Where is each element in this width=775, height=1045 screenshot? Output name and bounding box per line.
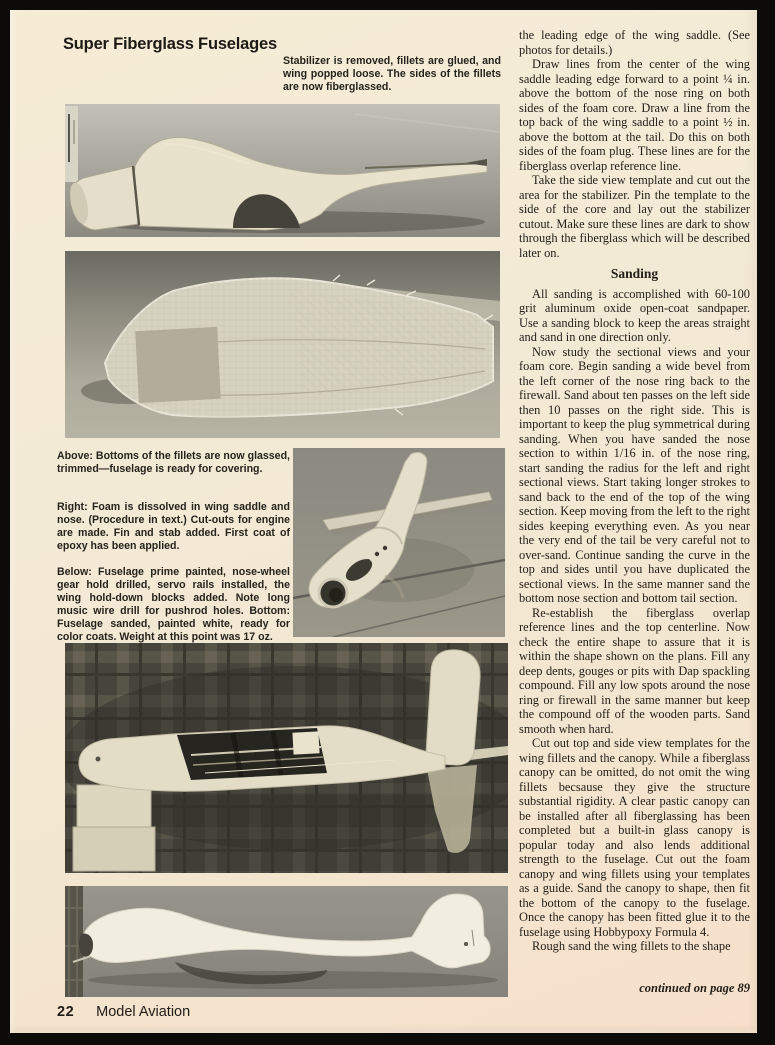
foam-block-upper [77, 785, 151, 829]
body-paragraph: Take the side view template and cut out the area for the stabilizer. Pin the template to the side of the core and lay out the stabilizer cutout. Make sure these lines are dark to show through the fiberglass which will be described later on. [519, 173, 750, 260]
body-paragraph: Rough sand the wing fillets to the shape [532, 939, 731, 953]
body-paragraph: Re-establish the fiberglass overlap reference lines and the top centerline. Now check the entire shape to assure that it is within the shape shown on the plans. Fill any deep dents, gouges or pits with Dap spackling compound. Fill any low spots around the nose ring or firewall in the same manner but keep the compound off of the wooden parts. Sand smooth when hard. [519, 605, 750, 736]
continued-on-page: continued on page 89 [639, 981, 750, 995]
plans-paper [65, 106, 78, 182]
body-paragraph: Draw lines from the center of the wing saddle leading edge forward to a point ¼ in. above the bottom of the nose ring on both sides of the foam core. Draw a line from the top back of the wing saddle to a point ½ in. above the bottom at the tail. Do this on both sides of the foam plug. These lines are for the fiberglass overlap reference line. [519, 57, 750, 173]
body-paragraph: Cut out top and side view templates for the wing fillets and the canopy. While a fiberglass canopy can be omitted, do not omit the wing fillets becsause they give the structure substantial rigidity. A clear pastic canopy can be installed after all fiberglassing has been completed but a built-in glass canopy is popular today and also lends additional strength to the fuselage. Cut out the foam canopy and wing fillets using your templates as a guide. Sand the canopy to shape, then fit the bottom of the canopy to the fuselage. Once the canopy has been fitted glue it to the fuselage using Hobbypoxy Formula 4. [519, 736, 750, 939]
body-paragraph: All sanding is accomplished with 60-100 grit aluminum oxide open-coat sandpaper. Use a sanding block to keep the areas straight and sand in one direction only. [519, 286, 750, 344]
fin [426, 650, 480, 765]
magazine-name: Model Aviation [96, 1004, 191, 1020]
foam-block-lower [73, 827, 155, 871]
section-heading-sanding: Sanding [610, 266, 659, 281]
photo-fuselage-plug-side [65, 104, 500, 237]
caption-above: Above: Bottoms of the fillets are now glassed, trimmed—fuselage is ready for covering. [57, 450, 290, 476]
photo-fiberglassed-top-view [65, 251, 500, 438]
page-footer [57, 1004, 190, 1020]
body-paragraph: Now study the sectional views and your foam core. Begin sanding a wide bevel from the left corner of the nose ring back to the firewall. Sand about ten passes on the left side then 10 passes on the right side. This is important to keep the plug symmetrical during sanding. When you have sanded the nose section to within 1/16 in. of the nose ring, start sanding the radius for the left and right sectional views. Start taking longer strokes to sand back to the end of the top of the wing section. Keep moving from the left to the right sides keeping everything even. As you near the very end of the tail be very careful not to over-sand. Continue sanding the curve in the top and sides until you have duplicated the sectional views. In the same manner sand the bottom nose section and bottom tail section. [519, 344, 750, 605]
photo-fin-stab-added [293, 448, 505, 637]
body-paragraph: the leading edge of the wing saddle. (See photos for details.) [519, 28, 750, 57]
article-title: Super Fiberglass Fuselages [63, 35, 277, 53]
caption-top-right: Stabilizer is removed, fillets are glued, and wing popped loose. The sides of the fillets are now fiberglassed. [283, 55, 501, 94]
magazine-page [10, 10, 757, 1033]
page-number: 22 [57, 1004, 75, 1020]
photo-primed-fuselage [65, 643, 508, 873]
caption-below: Below: Fuselage prime painted, nose-wheel gear hold drilled, servo rails installed, the wing hold-down blocks added. Note long music wire drill for pushrod holes. Bottom: Fuselage sanded, painted white, ready for color coats. Weight at this point was 17 oz. [57, 566, 290, 644]
photo-white-fuselage [65, 886, 508, 997]
caption-right: Right: Foam is dissolved in wing saddle and nose. (Procedure in text.) Cut-outs for engine are made. Fin and stab added. First coat of epoxy has been applied. [57, 501, 290, 553]
article-body [519, 28, 750, 980]
